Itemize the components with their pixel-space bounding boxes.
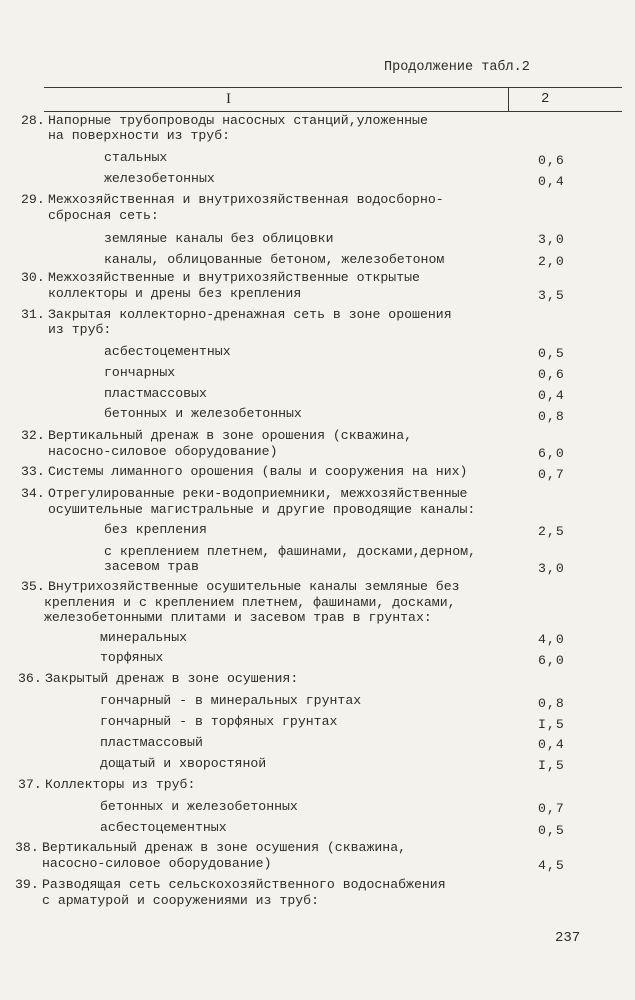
item-text: Закрытая коллекторно-дренажная сеть в зоне орошения — [48, 307, 452, 322]
item-text: Коллекторы из труб: — [45, 777, 196, 792]
item-value: 0,5 — [538, 823, 565, 838]
item-text: сбросная сеть: — [48, 208, 159, 223]
header-column-divider — [508, 88, 509, 111]
table-continuation-title: Продолжение табл.2 — [384, 60, 530, 75]
item-text: Вертикальный дренаж в зоне осушения (скважина, — [42, 840, 407, 855]
item-text: Закрытый дренаж в зоне осушения: — [45, 671, 299, 686]
item-number: 31. — [21, 307, 45, 322]
item-value: 0,7 — [538, 467, 565, 482]
subitem-text: пластмассовых — [104, 386, 207, 401]
item-text: крепления и с креплением плетнем, фашинами, досками, — [44, 595, 456, 610]
item-text: Межхозяйственная и внутрихозяйственная водосборно- — [48, 192, 444, 207]
item-value: 4,0 — [538, 632, 565, 647]
item-number: 33. — [21, 464, 45, 479]
item-value: I,5 — [538, 758, 565, 773]
item-value: 0,7 — [538, 801, 565, 816]
item-value: 2,0 — [538, 254, 565, 269]
item-text: с арматурой и сооружениями из труб: — [42, 893, 319, 908]
item-value: 0,8 — [538, 409, 565, 424]
item-text: насосно-силовое оборудование) — [42, 856, 272, 871]
subitem-text: асбестоцементных — [100, 820, 227, 835]
item-number: 30. — [21, 270, 45, 285]
subitem-text: с креплением плетнем, фашинами, досками,дерном, — [104, 544, 476, 559]
item-text: Разводящая сеть сельскохозяйственного водоснабжения — [42, 877, 446, 892]
item-value: 0,4 — [538, 174, 565, 189]
item-value: 4,5 — [538, 858, 565, 873]
column-header-2: 2 — [541, 91, 550, 107]
item-value: 0,6 — [538, 153, 565, 168]
item-value: 0,4 — [538, 388, 565, 403]
item-value: 3,0 — [538, 561, 565, 576]
item-value: I,5 — [538, 717, 565, 732]
subitem-text: железобетонных — [104, 171, 215, 186]
subitem-text: стальных — [104, 150, 168, 165]
item-value: 6,0 — [538, 653, 565, 668]
subitem-text: гончарный - в торфяных грунтах — [100, 714, 338, 729]
item-text: Внутрихозяйственные осушительные каналы земляные без — [48, 579, 460, 594]
subitem-text: гончарных — [104, 365, 176, 380]
item-number: 28. — [21, 113, 45, 128]
item-value: 3,5 — [538, 288, 565, 303]
item-text: Напорные трубопроводы насосных станций,уложенные — [48, 113, 428, 128]
item-text: осушительные магистральные и другие проводящие каналы: — [48, 502, 476, 517]
item-value: 0,8 — [538, 696, 565, 711]
subitem-text: бетонных и железобетонных — [100, 799, 298, 814]
subitem-text: земляные каналы без облицовки — [104, 231, 334, 246]
item-number: 34. — [21, 486, 45, 501]
item-number: 35. — [21, 579, 45, 594]
subitem-text: минеральных — [100, 630, 188, 645]
item-number: 38. — [15, 840, 39, 855]
item-text: коллекторы и дрены без крепления — [48, 286, 302, 301]
subitem-text: дощатый и хворостяной — [100, 756, 267, 771]
item-number: 36. — [18, 671, 42, 686]
item-text: Вертикальный дренаж в зоне орошения (скважина, — [48, 428, 413, 443]
subitem-text: пластмассовый — [100, 735, 203, 750]
item-text: Отрегулированные реки-водоприемники, межхозяйственные — [48, 486, 468, 501]
subitem-text: засевом трав — [104, 559, 199, 574]
subitem-text: гончарный - в минеральных грунтах — [100, 693, 362, 708]
item-value: 3,0 — [538, 232, 565, 247]
item-text: Межхозяйственные и внутрихозяйственные открытые — [48, 270, 420, 285]
item-text: насосно-силовое оборудование) — [48, 444, 278, 459]
subitem-text: каналы, облицованные бетоном, железобетоном — [104, 252, 445, 267]
subitem-text: асбестоцементных — [104, 344, 231, 359]
page-number: 237 — [555, 930, 581, 946]
item-text: железобетонными плитами и засевом трав в грунтах: — [44, 610, 432, 625]
subitem-text: бетонных и железобетонных — [104, 406, 302, 421]
item-number: 29. — [21, 192, 45, 207]
item-value: 0,5 — [538, 346, 565, 361]
item-number: 32. — [21, 428, 45, 443]
header-top-rule — [44, 87, 622, 88]
subitem-text: без крепления — [104, 522, 207, 537]
item-text: из труб: — [48, 322, 112, 337]
item-value: 0,4 — [538, 737, 565, 752]
item-value: 2,5 — [538, 524, 565, 539]
subitem-text: торфяных — [100, 650, 164, 665]
item-value: 6,0 — [538, 446, 565, 461]
item-number: 39. — [15, 877, 39, 892]
item-text: Системы лиманного орошения (валы и сооружения на них) — [48, 464, 468, 479]
header-bottom-rule — [44, 111, 622, 112]
item-number: 37. — [18, 777, 42, 792]
item-value: 0,6 — [538, 367, 565, 382]
column-header-1: I — [226, 91, 231, 107]
item-text: на поверхности из труб: — [48, 128, 231, 143]
